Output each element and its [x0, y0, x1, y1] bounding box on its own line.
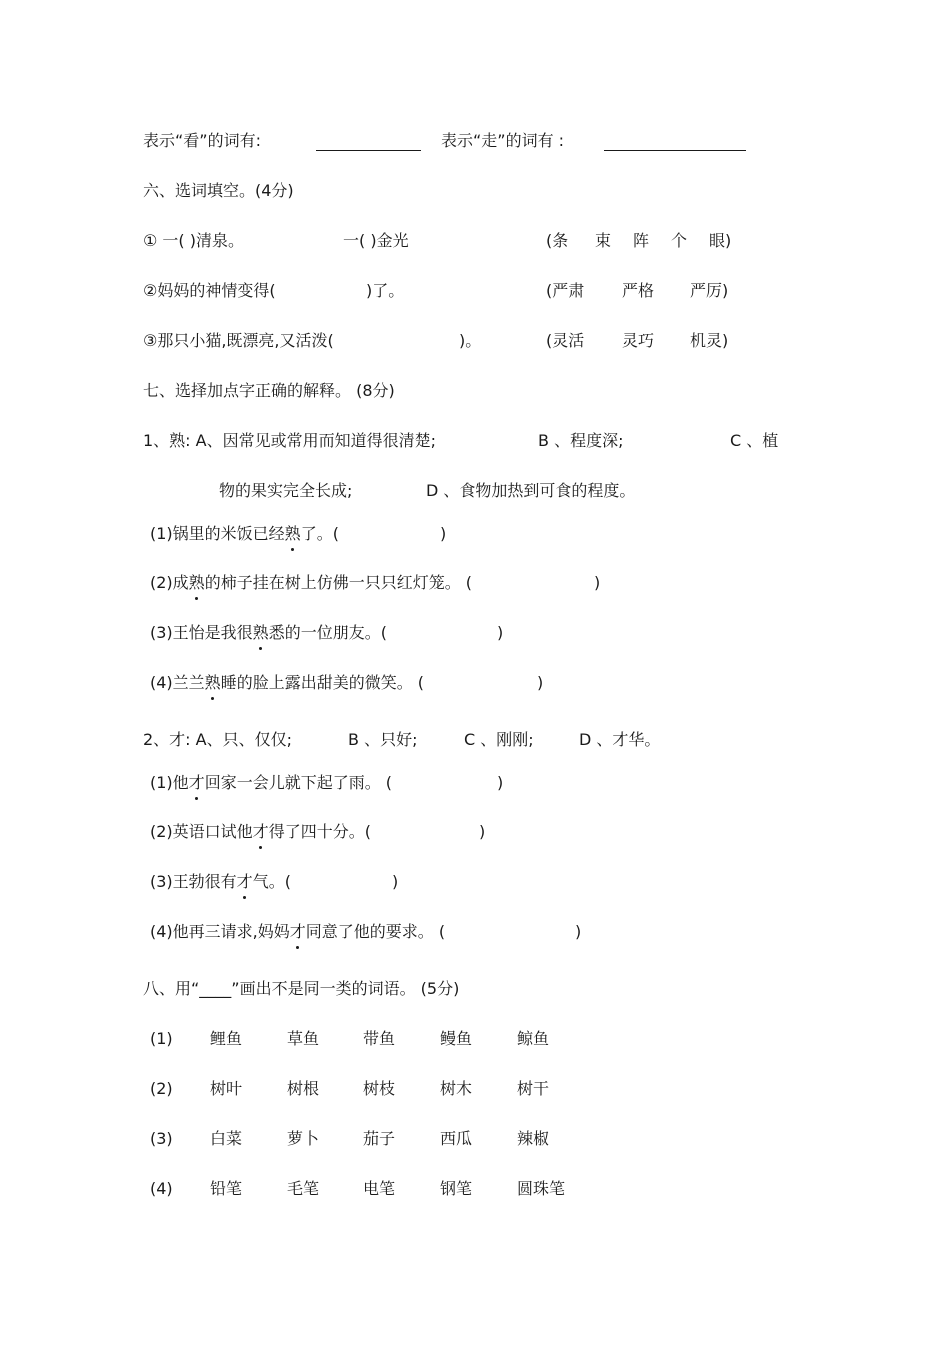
shu-definition-c: C 、植 — [730, 431, 779, 450]
cai-definition-b: B 、只好; — [348, 730, 418, 749]
shu-item-4: (4)兰兰熟睡的脸上露出甜美的微笑。 ( — [150, 673, 425, 692]
s6-q2-option: (严肃 — [546, 281, 585, 300]
section6-title: 六、选词填空。(4分) — [143, 181, 294, 200]
s6-q1-option: 束 — [595, 231, 612, 250]
shu-definition-a: 1、熟: A、因常见或常用而知道得很清楚; — [143, 431, 436, 450]
s8-word[interactable]: 树根 — [287, 1079, 320, 1098]
dotted-char: 熟 — [188, 573, 205, 592]
s8-row-num: (2) — [150, 1079, 173, 1098]
s8-word[interactable]: 鲸鱼 — [517, 1029, 550, 1048]
s6-q1-left: ① 一( )清泉。 — [143, 231, 245, 250]
s8-word[interactable]: 带鱼 — [363, 1029, 396, 1048]
shu-definition-c-cont: 物的果实完全长成; — [219, 481, 353, 500]
s6-q1-option: (条 — [546, 231, 569, 250]
walk-words-blank[interactable] — [604, 150, 746, 151]
s6-q1-option: 个 — [671, 231, 688, 250]
s8-row-num: (4) — [150, 1179, 173, 1198]
s8-row-num: (1) — [150, 1029, 173, 1048]
shu-item-1-paren: ) — [440, 524, 447, 543]
dotted-char: 熟 — [252, 623, 269, 642]
s8-word[interactable]: 茄子 — [363, 1129, 396, 1148]
s8-word[interactable]: 鳗鱼 — [440, 1029, 473, 1048]
s8-word[interactable]: 钢笔 — [440, 1179, 473, 1198]
shu-item-4-paren: ) — [537, 673, 544, 692]
shu-item-2-paren: ) — [594, 573, 601, 592]
s6-q3-end: )。 — [459, 331, 482, 350]
s6-q3-option: 灵巧 — [622, 331, 655, 350]
s8-word[interactable]: 树枝 — [363, 1079, 396, 1098]
s8-word[interactable]: 铅笔 — [210, 1179, 243, 1198]
s8-word[interactable]: 萝卜 — [287, 1129, 320, 1148]
s6-q2: ②妈妈的神情变得( — [143, 281, 276, 300]
section8-title: 八、用“____”画出不是同一类的词语。 (5分) — [143, 979, 460, 998]
s6-q2-end: )了。 — [366, 281, 405, 300]
s8-word[interactable]: 辣椒 — [517, 1129, 550, 1148]
s6-q3: ③那只小猫,既漂亮,又活泼( — [143, 331, 334, 350]
cai-definition-a: 2、才: A、只、仅仅; — [143, 730, 292, 749]
walk-words-label: 表示“走”的词有 : — [441, 131, 565, 150]
shu-definition-b: B 、程度深; — [538, 431, 624, 450]
shu-definition-d: D 、食物加热到可食的程度。 — [426, 481, 636, 500]
s8-word[interactable]: 树叶 — [210, 1079, 243, 1098]
look-words-label: 表示“看”的词有: — [143, 131, 261, 150]
s6-q2-option: 严厉) — [690, 281, 729, 300]
cai-definition-d: D 、才华。 — [579, 730, 661, 749]
s8-word[interactable]: 电笔 — [363, 1179, 396, 1198]
s6-q1-option: 阵 — [633, 231, 650, 250]
cai-item-1-paren: ) — [497, 773, 504, 792]
dotted-char: 才 — [252, 822, 269, 841]
s6-q3-option: (灵活 — [546, 331, 585, 350]
cai-item-2: (2)英语口试他才得了四十分。( — [150, 822, 371, 841]
cai-item-3: (3)王勃很有才气。( — [150, 872, 291, 891]
s8-word[interactable]: 毛笔 — [287, 1179, 320, 1198]
shu-item-3-paren: ) — [497, 623, 504, 642]
s6-q1-option: 眼) — [709, 231, 732, 250]
look-words-blank[interactable] — [316, 150, 421, 151]
s6-q1-mid: 一( )金光 — [343, 231, 409, 250]
s8-word[interactable]: 西瓜 — [440, 1129, 473, 1148]
s8-word[interactable]: 鲤鱼 — [210, 1029, 243, 1048]
dotted-char: 熟 — [204, 673, 221, 692]
s8-word[interactable]: 草鱼 — [287, 1029, 320, 1048]
section7-title: 七、选择加点字正确的解释。 (8分) — [143, 381, 395, 400]
s8-word[interactable]: 树干 — [517, 1079, 550, 1098]
dotted-char: 才 — [289, 922, 306, 941]
s8-word[interactable]: 白菜 — [210, 1129, 243, 1148]
shu-item-1: (1)锅里的米饭已经熟了。( — [150, 524, 339, 543]
dotted-char: 才 — [188, 773, 205, 792]
cai-item-1: (1)他才回家一会儿就下起了雨。 ( — [150, 773, 393, 792]
s8-row-num: (3) — [150, 1129, 173, 1148]
shu-item-3: (3)王怡是我很熟悉的一位朋友。( — [150, 623, 387, 642]
cai-item-2-paren: ) — [479, 822, 486, 841]
s8-word[interactable]: 树木 — [440, 1079, 473, 1098]
cai-item-4: (4)他再三请求,妈妈才同意了他的要求。 ( — [150, 922, 446, 941]
dotted-char: 才 — [236, 872, 253, 891]
s6-q2-option: 严格 — [622, 281, 655, 300]
s8-word[interactable]: 圆珠笔 — [517, 1179, 566, 1198]
shu-item-2: (2)成熟的柿子挂在树上仿佛一只只红灯笼。 ( — [150, 573, 473, 592]
cai-definition-c: C 、刚刚; — [464, 730, 534, 749]
cai-item-4-paren: ) — [575, 922, 582, 941]
cai-item-3-paren: ) — [392, 872, 399, 891]
s6-q3-option: 机灵) — [690, 331, 729, 350]
dotted-char: 熟 — [284, 524, 301, 543]
